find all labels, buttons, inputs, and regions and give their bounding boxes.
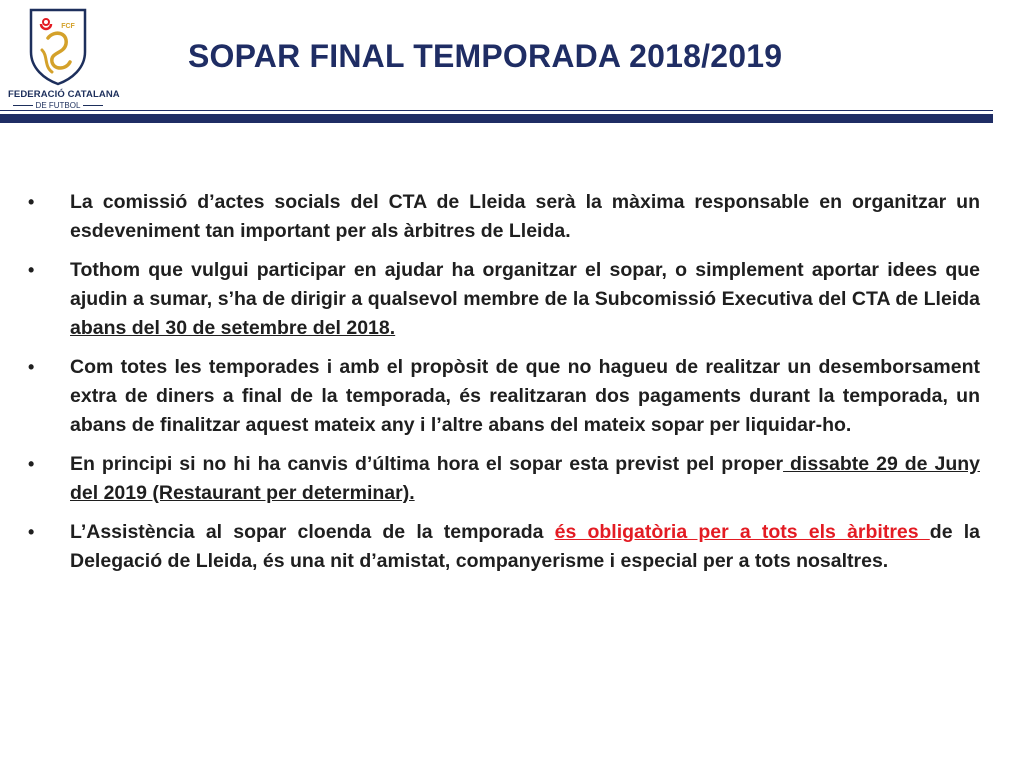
logo-text-line1: FEDERACIÓ CATALANA — [8, 89, 120, 100]
bullet-item — [28, 256, 980, 343]
bullet-text-after: de la Delegació de Lleida, és una nit d’amistat, companyerisme i especial per a tots nosaltres. — [70, 521, 980, 572]
bullet-item — [28, 518, 980, 576]
federation-logo — [8, 8, 120, 110]
bullet-list — [28, 188, 980, 586]
bullet-dot: • — [28, 454, 35, 474]
bullet-text: Com totes les temporades i amb el propòsit de que no hagueu de realitzar un desemborsament extra de diners a final de la temporada, és realitzaran dos pagaments durant la temporada, un abans de finalitzar aquest mateix any i l’altre abans del mateix sopar per liquidar-ho. — [70, 356, 980, 436]
bullet-item — [28, 353, 980, 440]
header-rule-thick — [0, 114, 993, 123]
bullet-dot: • — [28, 357, 35, 377]
bullet-text: La comissió d’actes socials del CTA de Lleida serà la màxima responsable en organitzar un esdeveniment tan important per als àrbitres de Lleida. — [70, 191, 980, 242]
logo-dash-left — [13, 105, 33, 106]
header-rule-thin — [0, 110, 993, 111]
bullet-underlined-text: dissabte 29 de Juny del 2019 (Restaurant per determinar). — [70, 453, 980, 504]
bullet-dot: • — [28, 192, 35, 212]
crest-icon — [28, 8, 88, 86]
bullet-text: En principi si no hi ha canvis d’última hora el sopar esta previst pel proper — [70, 453, 784, 475]
bullet-highlight-text: és obligatòria per a tots els àrbitres — [554, 521, 930, 543]
logo-text-line2-label: DE FUTBOL — [35, 101, 81, 110]
bullet-item — [28, 188, 980, 246]
bullet-dot: • — [28, 260, 35, 280]
bullet-item — [28, 450, 980, 508]
logo-text-line2 — [8, 101, 108, 110]
bullet-text: L’Assistència al sopar cloenda de la temporada — [70, 521, 555, 543]
bullet-underlined-text: abans del 30 de setembre del 2018. — [70, 317, 396, 339]
bullet-text: Tothom que vulgui participar en ajudar ha organitzar el sopar, o simplement aportar idees que ajudin a sumar, s’ha de dirigir a qualsevol membre de la Subcomissió Executiva del CTA de Lleida — [70, 259, 980, 310]
svg-text:FCF: FCF — [61, 23, 75, 30]
logo-dash-right — [83, 105, 103, 106]
page-title: SOPAR FINAL TEMPORADA 2018/2019 — [188, 38, 783, 74]
bullet-dot: • — [28, 522, 35, 542]
